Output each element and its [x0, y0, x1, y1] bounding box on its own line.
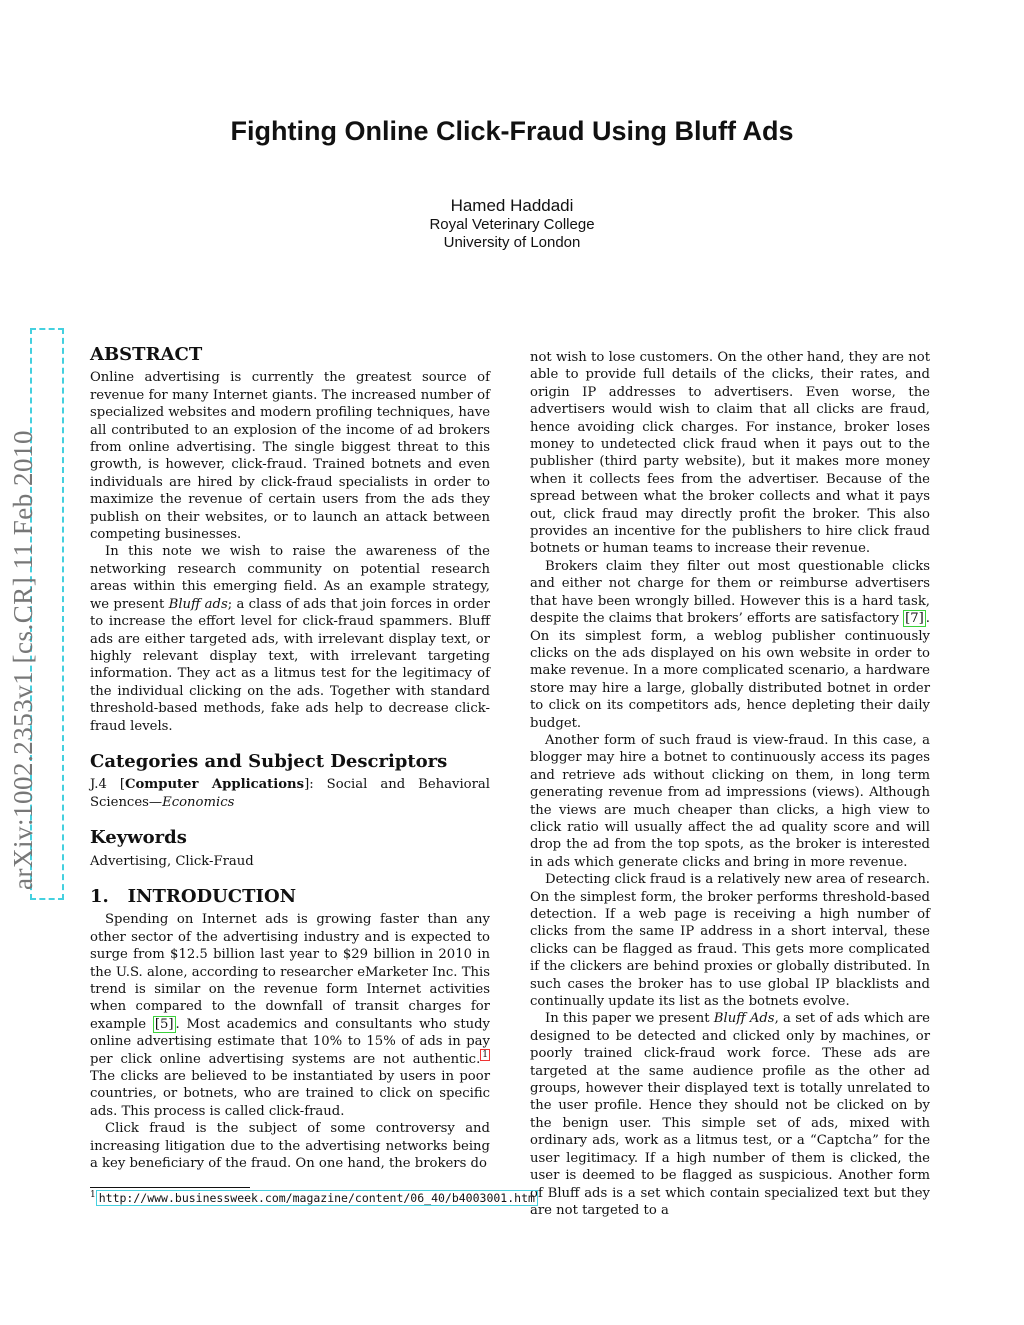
paper-title: Fighting Online Click-Fraud Using Bluff Ads	[230, 116, 794, 146]
abstract-p2-text-b: ; a class of ads that join forces in order to increase the effort level for click-fraud spammers. Bluff ads are either targeted ads, with irrelevant display text, or highly relevant display text, with irrelevant targeting information. They act as a litmus test for the legitimacy of the individual clicking on the ads. Together with standard threshold-based methods, fake ads help to decrease click-fraud levels.	[90, 596, 490, 734]
right-p5-emphasis: Bluff Ads	[713, 1011, 775, 1027]
footnote-number: 1	[90, 1190, 96, 1200]
intro-p1-text-b: . Most academics and consultants who study online advertising estimate that 10% to 15% of ads in pay per click online advertising systems are not authentic.	[90, 1016, 491, 1067]
categories-emphasis: Economics	[162, 794, 235, 810]
footnote-link-1[interactable]: 1	[482, 1050, 488, 1061]
author-affiliation-1: Royal Veterinary College	[429, 216, 595, 233]
introduction-heading: 1. INTRODUCTION	[90, 885, 297, 907]
categories-prefix: J.4 [	[90, 777, 125, 793]
footnote-url-link[interactable]: http://www.businessweek.com/magazine/content/06_40/b4003001.htm	[96, 1190, 538, 1206]
abstract-heading: ABSTRACT	[90, 344, 203, 365]
right-paragraph-2	[530, 558, 930, 732]
right-p5-text-b: , a set of ads which are designed to be detected and clicked only by machines, or poorly trained click-fraud work force. These ads are targeted at the same audience profile as the other ad groups, however their displayed text is totally unrelated to the user profile. Hence they should not be clicked on by the benign user. This simple set of ads, mixed with ordinary ads, work as a litmus test, or a “Captcha” for the user legitimacy. If a high number of them is clicked, the user is deemed to be flagged as suspicious. Another form of Bluff ads is a set which contain specialized text but they are not targeted to a	[530, 1011, 930, 1218]
author-name: Hamed Haddadi	[450, 196, 574, 215]
right-column	[530, 349, 930, 1219]
citation-link-7[interactable]: [7]	[905, 611, 924, 627]
abstract-paragraph-2	[90, 543, 490, 734]
keywords-text: Advertising, Click-Fraud	[90, 853, 254, 869]
keywords-heading: Keywords	[90, 827, 187, 849]
left-column	[90, 346, 490, 1172]
right-paragraph-1: not wish to lose customers. On the other hand, they are not able to provide full details of the clicks, their rates, and origin IP addresses to advertisers. Even worse, the advertisers would wish to claim that all clicks are fraud, hence avoiding click charges. For instance, broker loses money to undetected click fraud when it pays out to the publisher (third party website), but it makes more money when it collects fees from the advertiser. Because of the spread between what the broker collects and what it pays out, click fraud may directly profit the broker. This also provides an incentive for the publishers to hire click fraud botnets or human teams to increase their revenue.	[530, 350, 930, 557]
intro-p1-text-a: Spending on Internet ads is growing faster than any other sector of the advertising industry and is expected to surge from $12.5 billion last year to $29 billion in 2010 in the U.S. alone, according to researcher eMarketer Inc. This trend is similar on the revenue form Internet activities when compared to the downfall of transit charges for example	[90, 912, 490, 1032]
right-paragraph-5	[530, 1010, 930, 1219]
intro-paragraph-1	[90, 911, 490, 1120]
abstract-p2-text-a: In this note we wish to raise the awareness of the networking research community on potential research areas within this emerging field. As an example strategy, we present	[90, 544, 490, 612]
intro-paragraph-2: Click fraud is the subject of some controversy and increasing litigation due to the advertising networks being a key beneficiary of the fraud. On one hand, the brokers do	[90, 1121, 490, 1172]
right-p2-text-a: Brokers claim they filter out most questionable clicks and either not charge for them or reimburse advertisers that have been wrongly billed. However this is a hard task, despite the claims that brokers’ efforts are satisfactory	[530, 558, 930, 627]
right-paragraph-4: Detecting click fraud is a relatively new area of research. On the simplest form, the broker performs threshold-based detection. If a web page is receiving a high number of clicks from the same IP address in a short interval, these clicks can be flagged as fraud. This gets more complicated if the clickers are behind proxies or globally distributed. In such cases the broker has to use global IP blacklists and continually update its list as the botnets evolve.	[530, 872, 930, 1010]
categories-heading: Categories and Subject Descriptors	[90, 750, 448, 772]
citation-link-5[interactable]: [5]	[154, 1016, 174, 1032]
categories-bold: Computer Applications	[125, 777, 305, 793]
footnote-divider	[90, 1187, 250, 1188]
right-paragraph-3: Another form of such fraud is view-fraud. In this case, a blogger may hire a botnet to continuously access its pages and retrieve ads without clicking on them, in long term generating revenue from ad impressions (views). Although the views are much cheaper than clicks, a high view to click ratio will usually affect the ad quality score and will drop the ad from the top spots, as the broker is interested in ads which generate clicks and bring in more revenue.	[530, 732, 930, 870]
author-affiliation-2: University of London	[443, 234, 581, 251]
footnote	[90, 1190, 538, 1205]
right-p2-text-b: . On its simplest form, a weblog publisher continuously clicks on the ads displayed on his own website in order to make revenue. In a more complicated scenario, a hardware store may hire a large, globally distributed botnet in order to click on its competitors ads, hence depleting their daily budget.	[530, 611, 930, 731]
intro-p1-text-c: The clicks are believed to be instantiated by users in poor countries, or botnets, who are trained to click on specific ads. This process is called click-fraud.	[90, 1069, 490, 1119]
categories-middle: ]: Social and Behavioral Sciences—	[90, 777, 490, 810]
categories-text	[90, 776, 490, 811]
abstract-p2-emphasis: Bluff ads	[168, 596, 228, 612]
arxiv-stamp: arXiv:1002.2353v1 [cs.CR] 11 Feb 2010	[8, 430, 38, 890]
abstract-paragraph-1: Online advertising is currently the greatest source of revenue for many Internet giants. The increased number of specialized websites and modern profiling techniques, have all contributed to an explosion of the income of ad brokers from online advertising. The single biggest threat to this growth, is however, click-fraud. Trained botnets and even individuals are hired by click-fraud specialists in order to maximize the revenue of certain users from the ads they publish on their websites, or to launch an attack between competing businesses.	[90, 370, 490, 543]
right-p5-text-a: In this paper we present	[545, 1011, 714, 1027]
